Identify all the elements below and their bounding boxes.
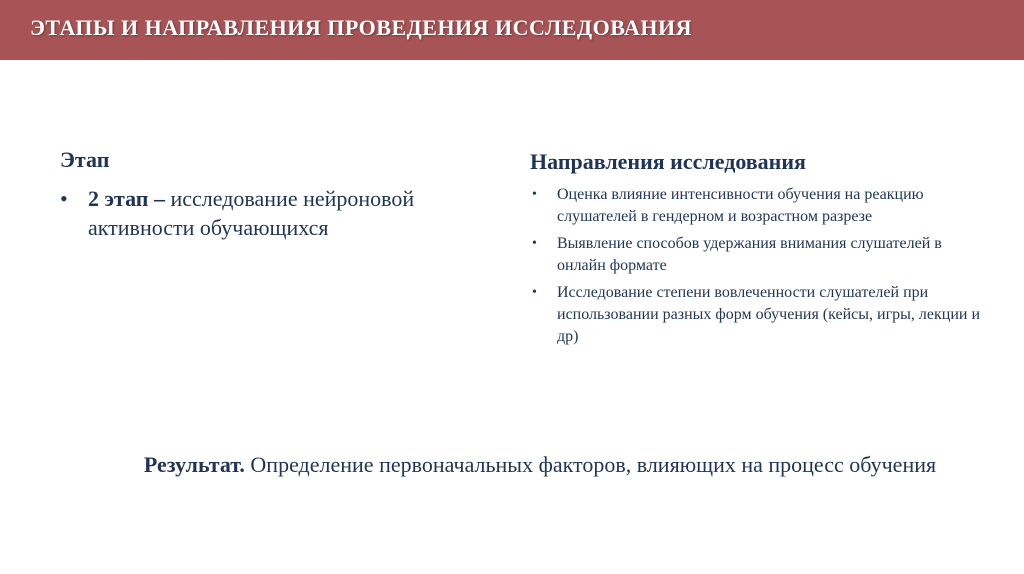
result-statement [100, 450, 980, 480]
stage-item [60, 184, 440, 242]
stage-item-label: 2 этап – [88, 186, 165, 211]
stage-item-text: исследование нейроновой активности обучающихся [88, 186, 415, 240]
bullet-icon: • [532, 285, 537, 300]
stage-list [60, 184, 440, 242]
bullet-icon: • [532, 187, 537, 202]
direction-item-text: Выявление способов удержания внимания слушателей в онлайн формате [557, 235, 942, 274]
direction-item-text: Оценка влияние интенсивности обучения на реакцию слушателей в гендерном и возрастном разрезе [557, 186, 924, 225]
directions-heading: Направления исследования [530, 149, 806, 174]
bullet-icon: • [60, 186, 68, 211]
direction-item-text: Исследование степени вовлеченности слушателей при использовании разных форм обучения (кейсы, игры, лекции и др) [557, 284, 981, 345]
direction-item [530, 233, 990, 277]
direction-item [530, 282, 990, 348]
stage-column [60, 146, 440, 242]
slide-title: ЭТАПЫ И НАПРАВЛЕНИЯ ПРОВЕДЕНИЯ ИССЛЕДОВАНИЯ [30, 15, 693, 40]
directions-list [530, 184, 990, 348]
direction-item [530, 184, 990, 228]
result-label: Результат. [143, 452, 245, 477]
bullet-icon: • [532, 236, 537, 251]
result-text: Определение первоначальных факторов, влияющих на процесс обучения [244, 452, 937, 477]
stage-heading: Этап [60, 147, 110, 172]
slide-header [0, 0, 1024, 60]
directions-column [530, 148, 990, 353]
